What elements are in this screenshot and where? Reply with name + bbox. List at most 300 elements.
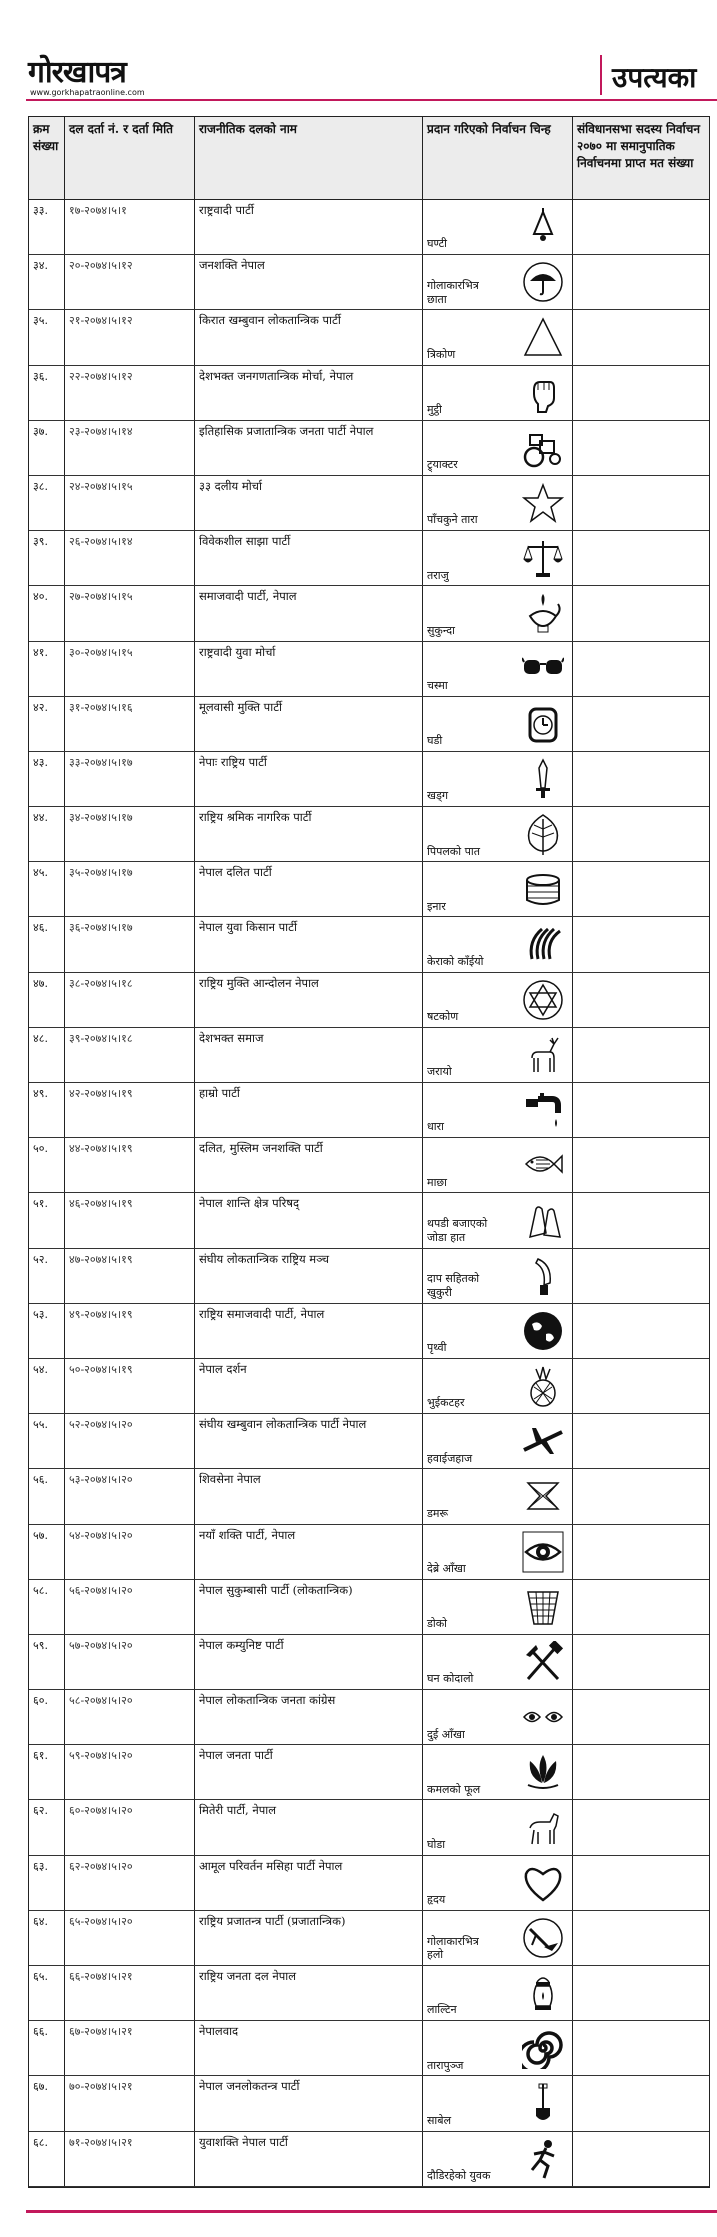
- serial-number: ५३.: [29, 1304, 65, 1358]
- registration-number: ४६-२०७४।५।१९: [65, 1193, 195, 1247]
- symbol-name: साबेल: [427, 2113, 452, 2127]
- table-row: [29, 1359, 709, 1414]
- symbol-cell: [423, 1138, 573, 1192]
- symbol-cell: [423, 1359, 573, 1413]
- vote-count: [573, 1359, 709, 1413]
- vote-count: [573, 1966, 709, 2020]
- vote-count: [573, 1800, 709, 1854]
- symbol-name: डमरू: [427, 1506, 449, 1520]
- registration-number: ३४-२०७४।५।१७: [65, 807, 195, 861]
- vote-count: [573, 697, 709, 751]
- party-name: आमूल परिवर्तन मसिहा पार्टी नेपाल: [195, 1856, 423, 1910]
- serial-number: ६७.: [29, 2076, 65, 2130]
- banana-icon: [522, 923, 564, 965]
- registration-number: २१-२०७४।५।१२: [65, 310, 195, 364]
- registration-number: ४४-२०७४।५।१९: [65, 1138, 195, 1192]
- col-header-votes: संविधानसभा सदस्य निर्वाचन २०७० मा समानुपातिक निर्वाचनमा प्राप्त मत संख्या: [577, 122, 700, 170]
- symbol-name: थपडी बजाएको जोडा हात: [427, 1217, 488, 1244]
- symbol-cell: [423, 2076, 573, 2130]
- table-row: [29, 1911, 709, 1966]
- party-name: राष्ट्रवादी पार्टी: [195, 200, 423, 254]
- party-name: राष्ट्रिय समाजवादी पार्टी, नेपाल: [195, 1304, 423, 1358]
- registration-number: ६५-२०७४।५।२०: [65, 1911, 195, 1965]
- party-name: इतिहासिक प्रजातान्त्रिक जनता पार्टी नेपाल: [195, 421, 423, 475]
- symbol-cell: [423, 1525, 573, 1579]
- symbol-cell: [423, 862, 573, 916]
- party-name: राष्ट्रवादी युवा मोर्चा: [195, 642, 423, 696]
- vote-count: [573, 255, 709, 309]
- serial-number: ६६.: [29, 2021, 65, 2075]
- airplane-icon: [522, 1420, 564, 1462]
- party-name: नेपाल कम्युनिष्ट पार्टी: [195, 1635, 423, 1689]
- serial-number: ५५.: [29, 1414, 65, 1468]
- vote-count: [573, 642, 709, 696]
- symbol-name: तारापुञ्ज: [427, 2058, 464, 2072]
- party-name: नेपाल दर्शन: [195, 1359, 423, 1413]
- symbol-cell: [423, 1911, 573, 1965]
- symbol-cell: [423, 1800, 573, 1854]
- registration-number: ३८-२०७४।५।१८: [65, 973, 195, 1027]
- table-row: [29, 1635, 709, 1690]
- vote-count: [573, 862, 709, 916]
- registration-number: २७-२०७४।५।१५: [65, 586, 195, 640]
- serial-number: ४०.: [29, 586, 65, 640]
- symbol-cell: [423, 642, 573, 696]
- plough-icon: [522, 1917, 564, 1959]
- table-row: [29, 531, 709, 586]
- table-row: [29, 2132, 709, 2187]
- party-name: दलित, मुस्लिम जनशक्ति पार्टी: [195, 1138, 423, 1192]
- vote-count: [573, 1580, 709, 1634]
- party-name: राष्ट्रिय श्रमिक नागरिक पार्टी: [195, 807, 423, 861]
- vote-count: [573, 752, 709, 806]
- table-row: [29, 586, 709, 641]
- vote-count: [573, 586, 709, 640]
- table-header: [29, 117, 709, 200]
- party-name: राष्ट्रिय जनता दल नेपाल: [195, 1966, 423, 2020]
- registration-number: २४-२०७४।५।१५: [65, 476, 195, 530]
- serial-number: ५७.: [29, 1525, 65, 1579]
- symbol-cell: [423, 1580, 573, 1634]
- symbol-name: देब्रे आँखा: [427, 1561, 466, 1575]
- galaxy-icon: [522, 2027, 564, 2069]
- serial-number: ३७.: [29, 421, 65, 475]
- footer-rule: [26, 2210, 717, 2213]
- serial-number: ४७.: [29, 973, 65, 1027]
- serial-number: ५६.: [29, 1469, 65, 1523]
- party-name: राष्ट्रिय प्रजातन्त्र पार्टी (प्रजातान्त्रिक): [195, 1911, 423, 1965]
- table-row: [29, 2021, 709, 2076]
- serial-number: ६२.: [29, 1800, 65, 1854]
- symbol-name: मुट्ठी: [427, 403, 442, 416]
- symbol-name: लाल्टिन: [427, 2003, 457, 2017]
- symbol-name: गोलाकारभित्र हलो: [427, 1934, 479, 1962]
- table-row: [29, 752, 709, 807]
- website-url: www.gorkhapatraonline.com: [30, 88, 145, 97]
- registration-number: २०-२०७४।५।१२: [65, 255, 195, 309]
- triangle-icon: [522, 316, 564, 358]
- symbol-cell: [423, 255, 573, 309]
- party-name: नेपाल लोकतान्त्रिक जनता कांग्रेस: [195, 1690, 423, 1744]
- well-icon: [522, 868, 564, 910]
- table-row: [29, 1800, 709, 1855]
- vote-count: [573, 973, 709, 1027]
- registration-number: ३५-२०७४।५।१७: [65, 862, 195, 916]
- table-row: [29, 1690, 709, 1745]
- serial-number: ३५.: [29, 310, 65, 364]
- registration-number: ४२-२०७४।५।१९: [65, 1083, 195, 1137]
- symbol-name: गोलाकारभित्र छाता: [427, 278, 479, 306]
- symbol-name: तराजु: [427, 568, 449, 582]
- symbol-cell: [423, 310, 573, 364]
- registration-number: २६-२०७४।५।१४: [65, 531, 195, 585]
- party-name: शिवसेना नेपाल: [195, 1469, 423, 1523]
- symbol-name: ट्र्याक्टर: [427, 458, 458, 472]
- bell-icon: [522, 206, 564, 248]
- serial-number: ५१.: [29, 1193, 65, 1247]
- symbol-cell: [423, 752, 573, 806]
- serial-number: ६३.: [29, 1856, 65, 1910]
- table-row: [29, 200, 709, 255]
- registration-number: ३०-२०७४।५।१५: [65, 642, 195, 696]
- pineapple-icon: [522, 1365, 564, 1407]
- vote-count: [573, 2076, 709, 2130]
- symbol-cell: [423, 1249, 573, 1303]
- serial-number: ६८.: [29, 2132, 65, 2186]
- table-row: [29, 1856, 709, 1911]
- globe-icon: [522, 1310, 564, 1352]
- symbol-name: भुईकटहर: [427, 1396, 465, 1410]
- vote-count: [573, 917, 709, 971]
- vote-count: [573, 1028, 709, 1082]
- symbol-cell: [423, 1469, 573, 1523]
- symbol-cell: [423, 1635, 573, 1689]
- party-name: नेपाल जनता पार्टी: [195, 1745, 423, 1799]
- vote-count: [573, 1138, 709, 1192]
- basket-icon: [522, 1586, 564, 1628]
- party-name: नेपाल सुकुम्बासी पार्टी (लोकतान्त्रिक): [195, 1580, 423, 1634]
- khukuri-icon: [522, 1255, 564, 1297]
- party-name: देशभक्त जनगणतान्त्रिक मोर्चा, नेपाल: [195, 366, 423, 420]
- registration-number: ५८-२०७४।५।२०: [65, 1690, 195, 1744]
- vote-count: [573, 421, 709, 475]
- registration-number: ३१-२०७४।५।१६: [65, 697, 195, 751]
- registration-number: ५४-२०७४।५।२०: [65, 1525, 195, 1579]
- symbol-name: चस्मा: [427, 678, 448, 692]
- table-row: [29, 1193, 709, 1248]
- serial-number: ३८.: [29, 476, 65, 530]
- vote-count: [573, 1083, 709, 1137]
- registration-number: १७-२०७४।५।१: [65, 200, 195, 254]
- symbol-name: केराको काँईयो: [427, 954, 484, 968]
- symbol-name: त्रिकोण: [427, 347, 456, 361]
- vote-count: [573, 1635, 709, 1689]
- col-header-registration: दल दर्ता नं. र दर्ता मिति: [65, 117, 195, 199]
- table-row: [29, 1745, 709, 1800]
- serial-number: ३४.: [29, 255, 65, 309]
- symbol-cell: [423, 2021, 573, 2075]
- damaru-icon: [522, 1475, 564, 1517]
- party-name: समाजवादी पार्टी, नेपाल: [195, 586, 423, 640]
- party-name: देशभक्त समाज: [195, 1028, 423, 1082]
- symbol-name: कमलको फूल: [427, 1782, 481, 1796]
- table-row: [29, 917, 709, 972]
- symbol-cell: [423, 1414, 573, 1468]
- vote-count: [573, 1304, 709, 1358]
- eye-icon: [522, 1531, 564, 1573]
- symbol-name: दुई आँखा: [427, 1727, 465, 1741]
- serial-number: ५०.: [29, 1138, 65, 1192]
- party-name: जनशक्ति नेपाल: [195, 255, 423, 309]
- symbol-name: डोको: [427, 1617, 448, 1631]
- serial-number: ६५.: [29, 1966, 65, 2020]
- serial-number: ४८.: [29, 1028, 65, 1082]
- vote-count: [573, 531, 709, 585]
- party-name: नेपालवाद: [195, 2021, 423, 2075]
- symbol-cell: [423, 200, 573, 254]
- registration-number: ५९-२०७४।५।२०: [65, 1745, 195, 1799]
- serial-number: ३६.: [29, 366, 65, 420]
- table-row: [29, 1414, 709, 1469]
- symbol-cell: [423, 476, 573, 530]
- heart-icon: [522, 1862, 564, 1904]
- vote-count: [573, 1193, 709, 1247]
- table-row: [29, 1525, 709, 1580]
- table-row: [29, 697, 709, 752]
- table-row: [29, 807, 709, 862]
- table-row: [29, 1304, 709, 1359]
- serial-number: ४३.: [29, 752, 65, 806]
- symbol-name: षटकोण: [427, 1010, 459, 1024]
- symbol-cell: [423, 1745, 573, 1799]
- party-name: संघीय लोकतान्त्रिक राष्ट्रिय मञ्च: [195, 1249, 423, 1303]
- party-table: [28, 116, 710, 2188]
- vote-count: [573, 2021, 709, 2075]
- registration-number: ५७-२०७४।५।२०: [65, 1635, 195, 1689]
- vote-count: [573, 1856, 709, 1910]
- table-row: [29, 421, 709, 476]
- registration-number: ५३-२०७४।५।२०: [65, 1469, 195, 1523]
- vote-count: [573, 2132, 709, 2186]
- table-row: [29, 1028, 709, 1083]
- party-name: नेपाल जनलोकतन्त्र पार्टी: [195, 2076, 423, 2130]
- newspaper-logo: गोरखापत्र: [28, 55, 126, 90]
- symbol-cell: [423, 1690, 573, 1744]
- symbol-cell: [423, 697, 573, 751]
- party-name: ३३ दलीय मोर्चा: [195, 476, 423, 530]
- table-row: [29, 1469, 709, 1524]
- serial-number: ४६.: [29, 917, 65, 971]
- symbol-cell: [423, 1304, 573, 1358]
- horse-icon: [522, 1806, 564, 1848]
- vote-count: [573, 310, 709, 364]
- symbol-name: धारा: [427, 1120, 444, 1134]
- symbol-name: दौडिरहेको युवक: [427, 2169, 491, 2182]
- table-row: [29, 973, 709, 1028]
- table-row: [29, 1249, 709, 1304]
- party-name: मूलवासी मुक्ति पार्टी: [195, 697, 423, 751]
- lamp-icon: [522, 592, 564, 634]
- vote-count: [573, 1525, 709, 1579]
- symbol-name: घोडा: [427, 1837, 446, 1851]
- serial-number: ४५.: [29, 862, 65, 916]
- vote-count: [573, 1469, 709, 1523]
- two-eyes-icon: [522, 1696, 564, 1738]
- serial-number: ३३.: [29, 200, 65, 254]
- hexagram-icon: [522, 979, 564, 1021]
- symbol-name: खड्ग: [427, 789, 449, 803]
- symbol-cell: [423, 973, 573, 1027]
- tap-icon: [522, 1089, 564, 1131]
- umbrella-icon: [522, 261, 564, 303]
- serial-number: ४९.: [29, 1083, 65, 1137]
- col-header-party: राजनीतिक दलको नाम: [195, 117, 423, 199]
- symbol-cell: [423, 1856, 573, 1910]
- symbol-name: घन कोदालो: [427, 1672, 474, 1686]
- clapping-hands-icon: [522, 1199, 564, 1241]
- registration-number: ७०-२०७४।५।२१: [65, 2076, 195, 2130]
- registration-number: ६२-२०७४।५।२०: [65, 1856, 195, 1910]
- symbol-name: इनार: [427, 899, 446, 913]
- party-name: नेपाः राष्ट्रिय पार्टी: [195, 752, 423, 806]
- table-row: [29, 366, 709, 421]
- serial-number: ५२.: [29, 1249, 65, 1303]
- vote-count: [573, 200, 709, 254]
- serial-number: ४२.: [29, 697, 65, 751]
- symbol-cell: [423, 1028, 573, 1082]
- page-header: [0, 0, 717, 100]
- fish-icon: [522, 1144, 564, 1186]
- registration-number: ३६-२०७४।५।१७: [65, 917, 195, 971]
- clock-icon: [522, 703, 564, 745]
- serial-number: ३९.: [29, 531, 65, 585]
- party-name: हाम्रो पार्टी: [195, 1083, 423, 1137]
- symbol-name: पाँचकुने तारा: [427, 513, 478, 527]
- table-body: [29, 200, 709, 2187]
- serial-number: ४१.: [29, 642, 65, 696]
- symbol-name: हवाईजहाज: [427, 1451, 473, 1465]
- symbol-name: पृथ्वी: [427, 1341, 447, 1355]
- header-rule: [26, 99, 717, 101]
- deer-icon: [522, 1034, 564, 1076]
- registration-number: ४७-२०७४।५।१९: [65, 1249, 195, 1303]
- col-header-sn: क्रम संख्या: [29, 117, 65, 199]
- table-row: [29, 1966, 709, 2021]
- symbol-name: माछा: [427, 1175, 447, 1189]
- serial-number: ४४.: [29, 807, 65, 861]
- sword-icon: [522, 758, 564, 800]
- party-name: नयाँ शक्ति पार्टी, नेपाल: [195, 1525, 423, 1579]
- symbol-name: जरायो: [427, 1065, 452, 1079]
- registration-number: ७१-२०७४।५।२१: [65, 2132, 195, 2186]
- leaf-icon: [522, 813, 564, 855]
- serial-number: ६१.: [29, 1745, 65, 1799]
- symbol-cell: [423, 807, 573, 861]
- party-name: विवेकशील साझा पार्टी: [195, 531, 423, 585]
- registration-number: ५६-२०७४।५।२०: [65, 1580, 195, 1634]
- symbol-cell: [423, 586, 573, 640]
- vote-count: [573, 1690, 709, 1744]
- vote-count: [573, 1414, 709, 1468]
- symbol-name: घडी: [427, 734, 443, 748]
- table-row: [29, 1083, 709, 1138]
- serial-number: ६४.: [29, 1911, 65, 1965]
- table-row: [29, 642, 709, 697]
- serial-number: ५८.: [29, 1580, 65, 1634]
- symbol-cell: [423, 1966, 573, 2020]
- registration-number: २२-२०७४।५।१२: [65, 366, 195, 420]
- symbol-cell: [423, 1193, 573, 1247]
- symbol-cell: [423, 366, 573, 420]
- vote-count: [573, 476, 709, 530]
- party-name: नेपाल दलित पार्टी: [195, 862, 423, 916]
- table-row: [29, 2076, 709, 2131]
- hammer-hoe-icon: [522, 1641, 564, 1683]
- serial-number: ५४.: [29, 1359, 65, 1413]
- table-row: [29, 1138, 709, 1193]
- vote-count: [573, 1249, 709, 1303]
- table-row: [29, 255, 709, 310]
- table-row: [29, 862, 709, 917]
- lotus-icon: [522, 1751, 564, 1793]
- party-name: संघीय खम्बुवान लोकतान्त्रिक पार्टी नेपाल: [195, 1414, 423, 1468]
- glasses-icon: [522, 648, 564, 690]
- symbol-name: दाप सहितको खुकुरी: [427, 1272, 480, 1299]
- vote-count: [573, 807, 709, 861]
- table-row: [29, 1580, 709, 1635]
- table-row: [29, 310, 709, 365]
- vote-count: [573, 366, 709, 420]
- vote-count: [573, 1911, 709, 1965]
- scales-icon: [522, 537, 564, 579]
- party-name: नेपाल युवा किसान पार्टी: [195, 917, 423, 971]
- serial-number: ६०.: [29, 1690, 65, 1744]
- symbol-name: घण्टी: [427, 237, 447, 251]
- symbol-name: सुकुन्दा: [427, 623, 455, 637]
- symbol-cell: [423, 531, 573, 585]
- party-name: नेपाल शान्ति क्षेत्र परिषद्: [195, 1193, 423, 1247]
- party-name: युवाशक्ति नेपाल पार्टी: [195, 2132, 423, 2186]
- tractor-icon: [522, 427, 564, 469]
- table-row: [29, 476, 709, 531]
- party-name: किरात खम्बुवान लोकतान्त्रिक पार्टी: [195, 310, 423, 364]
- symbol-cell: [423, 421, 573, 475]
- symbol-name: पिपलको पात: [427, 844, 480, 858]
- serial-number: ५९.: [29, 1635, 65, 1689]
- registration-number: ६७-२०७४।५।२१: [65, 2021, 195, 2075]
- symbol-cell: [423, 917, 573, 971]
- party-name: मितेरी पार्टी, नेपाल: [195, 1800, 423, 1854]
- registration-number: ३९-२०७४।५।१८: [65, 1028, 195, 1082]
- party-name: राष्ट्रिय मुक्ति आन्दोलन नेपाल: [195, 973, 423, 1027]
- shovel-icon: [522, 2082, 564, 2124]
- registration-number: ५०-२०७४।५।१९: [65, 1359, 195, 1413]
- registration-number: ४९-२०७४।५।१९: [65, 1304, 195, 1358]
- registration-number: ६०-२०७४।५।२०: [65, 1800, 195, 1854]
- symbol-cell: [423, 1083, 573, 1137]
- registration-number: ५२-२०७४।५।२०: [65, 1414, 195, 1468]
- lantern-icon: [522, 1972, 564, 2014]
- section-title: उपत्यका: [612, 61, 697, 94]
- symbol-name: हृदय: [427, 1893, 446, 1907]
- symbol-cell: [423, 2132, 573, 2186]
- registration-number: ३३-२०७४।५।१७: [65, 752, 195, 806]
- fist-icon: [522, 372, 564, 414]
- col-header-symbol: प्रदान गरिएको निर्वाचन चिन्ह: [423, 117, 573, 199]
- star-icon: [522, 482, 564, 524]
- registration-number: २३-२०७४।५।१४: [65, 421, 195, 475]
- runner-icon: [522, 2138, 564, 2180]
